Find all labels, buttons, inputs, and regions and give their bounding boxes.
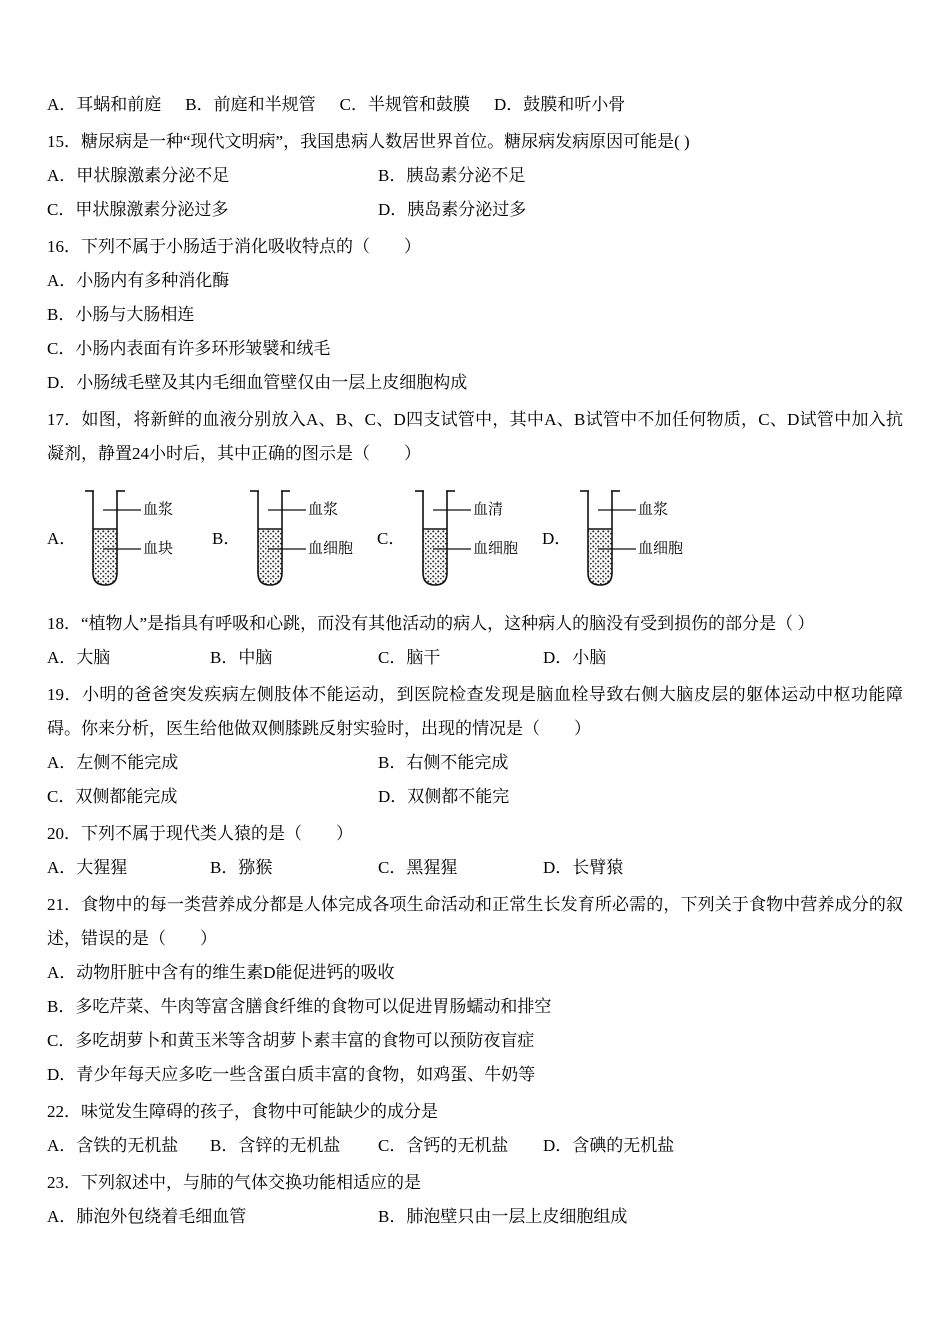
- tube-c-letter: C．: [377, 529, 406, 548]
- question-15-options: [47, 159, 903, 227]
- question-15-option-c: C．甲状腺激素分泌过多: [47, 200, 229, 219]
- question-18-option-c: C．脑干: [378, 648, 441, 667]
- tube-b-top-label: 血浆: [308, 502, 339, 518]
- question-16-options: [47, 264, 903, 400]
- question-16-option-b: B．小肠与大肠相连: [47, 305, 195, 324]
- question-15-option-a: A．甲状腺激素分泌不足: [47, 166, 230, 185]
- question-16-option-a: A．小肠内有多种消化酶: [47, 271, 230, 290]
- question-19-option-a: A．左侧不能完成: [47, 753, 179, 772]
- question-18-stem: 18．“植物人”是指具有呼吸和心跳，而没有其他活动的病人，这种病人的脑没有受到损伤的部分是（ ）: [47, 614, 815, 633]
- tube-d-bottom-label: 血细胞: [638, 541, 684, 557]
- tube-d-top-label: 血浆: [638, 502, 669, 518]
- tube-b-bottom-label: 血细胞: [308, 541, 354, 557]
- question-20-option-d: D．长臂猿: [543, 858, 624, 877]
- question-16-option-d: D．小肠绒毛壁及其内毛细血管壁仅由一层上皮细胞构成: [47, 373, 468, 392]
- tube-d-letter: D．: [542, 529, 572, 548]
- question-22-option-b: B．含锌的无机盐: [210, 1136, 341, 1155]
- tube-diagram-d: [542, 485, 707, 597]
- question-19-option-c: C．双侧都能完成: [47, 787, 178, 806]
- question-21-options: [47, 956, 903, 1092]
- question-20-option-c: C．黑猩猩: [378, 858, 458, 877]
- question-21-stem: 21．食物中的每一类营养成分都是人体完成各项生命活动和正常生长发育所必需的，下列关于食物中营养成分的叙述，错误的是（ ）: [47, 895, 903, 948]
- question-14-option-b: B．前庭和半规管: [185, 95, 316, 114]
- question-15-stem: 15．糖尿病是一种“现代文明病”，我国患病人数居世界首位。糖尿病发病原因可能是( ): [47, 132, 690, 151]
- question-22-option-d: D．含碘的无机盐: [543, 1136, 675, 1155]
- tube-diagram-a: [47, 485, 212, 597]
- question-23-stem: 23．下列叙述中，与肺的气体交换功能相适应的是: [47, 1173, 421, 1192]
- question-23-option-b: B．肺泡壁只由一层上皮细胞组成: [378, 1207, 628, 1226]
- question-18-option-d: D．小脑: [543, 648, 607, 667]
- tube-a-top-label: 血浆: [143, 502, 174, 518]
- question-16-stem: 16．下列不属于小肠适于消化吸收特点的（ ）: [47, 237, 421, 256]
- question-23-option-a: A．肺泡外包绕着毛细血管: [47, 1207, 247, 1226]
- question-15-option-b: B．胰岛素分泌不足: [378, 166, 526, 185]
- question-20-stem: 20．下列不属于现代类人猿的是（ ）: [47, 824, 353, 843]
- question-19-stem: 19．小明的爸爸突发疾病左侧肢体不能运动，到医院检查发现是脑血栓导致右侧大脑皮层的躯体运动中枢功能障碍。你来分析，医生给他做双侧膝跳反射实验时，出现的情况是（ ）: [47, 685, 903, 738]
- question-18-option-b: B．中脑: [210, 648, 273, 667]
- question-21-option-a: A．动物肝脏中含有的维生素D能促进钙的吸收: [47, 963, 395, 982]
- question-17-stem: 17．如图，将新鲜的血液分别放入A、B、C、D四支试管中，其中A、B试管中不加任何物质，C、D试管中加入抗凝剂，静置24小时后，其中正确的图示是（ ）: [47, 410, 903, 463]
- question-18-options: [47, 641, 903, 675]
- question-20-option-a: A．大猩猩: [47, 858, 128, 877]
- question-14-option-d: D．鼓膜和听小骨: [493, 95, 626, 114]
- tube-diagram-b: [212, 485, 377, 597]
- question-22-options: [47, 1129, 903, 1163]
- question-23-options: [47, 1200, 903, 1234]
- tube-diagram-c: [377, 485, 542, 597]
- question-21-option-d: D．青少年每天应多吃一些含蛋白质丰富的食物，如鸡蛋、牛奶等: [47, 1065, 536, 1084]
- question-22-stem: 22．味觉发生障碍的孩子，食物中可能缺少的成分是: [47, 1102, 438, 1121]
- question-19-option-b: B．右侧不能完成: [378, 753, 509, 772]
- question-18-option-a: A．大脑: [47, 648, 111, 667]
- question-19-option-d: D．双侧都不能完: [378, 787, 510, 806]
- tube-c-bottom-label: 血细胞: [473, 541, 519, 557]
- question-14-option-a: A．耳蜗和前庭: [47, 95, 162, 114]
- question-22-option-c: C．含钙的无机盐: [378, 1136, 509, 1155]
- question-14-option-c: C．半规管和鼓膜: [339, 95, 470, 114]
- tube-a-bottom-label: 血块: [143, 541, 174, 557]
- question-20-options: [47, 851, 903, 885]
- question-15-option-d: D．胰岛素分泌过多: [378, 200, 527, 219]
- tube-b-letter: B．: [212, 529, 241, 548]
- question-19-options: [47, 746, 903, 814]
- question-20-option-b: B．猕猴: [210, 858, 273, 877]
- question-14-options-row: [47, 88, 903, 122]
- question-21-option-c: C．多吃胡萝卜和黄玉米等含胡萝卜素丰富的食物可以预防夜盲症: [47, 1031, 535, 1050]
- tube-c-top-label: 血清: [473, 502, 504, 518]
- question-21-option-b: B．多吃芹菜、牛肉等富含膳食纤维的食物可以促进胃肠蠕动和排空: [47, 997, 552, 1016]
- question-22-option-a: A．含铁的无机盐: [47, 1136, 179, 1155]
- question-17-figure: [47, 485, 903, 597]
- question-16-option-c: C．小肠内表面有许多环形皱襞和绒毛: [47, 339, 331, 358]
- tube-a-letter: A．: [47, 529, 77, 548]
